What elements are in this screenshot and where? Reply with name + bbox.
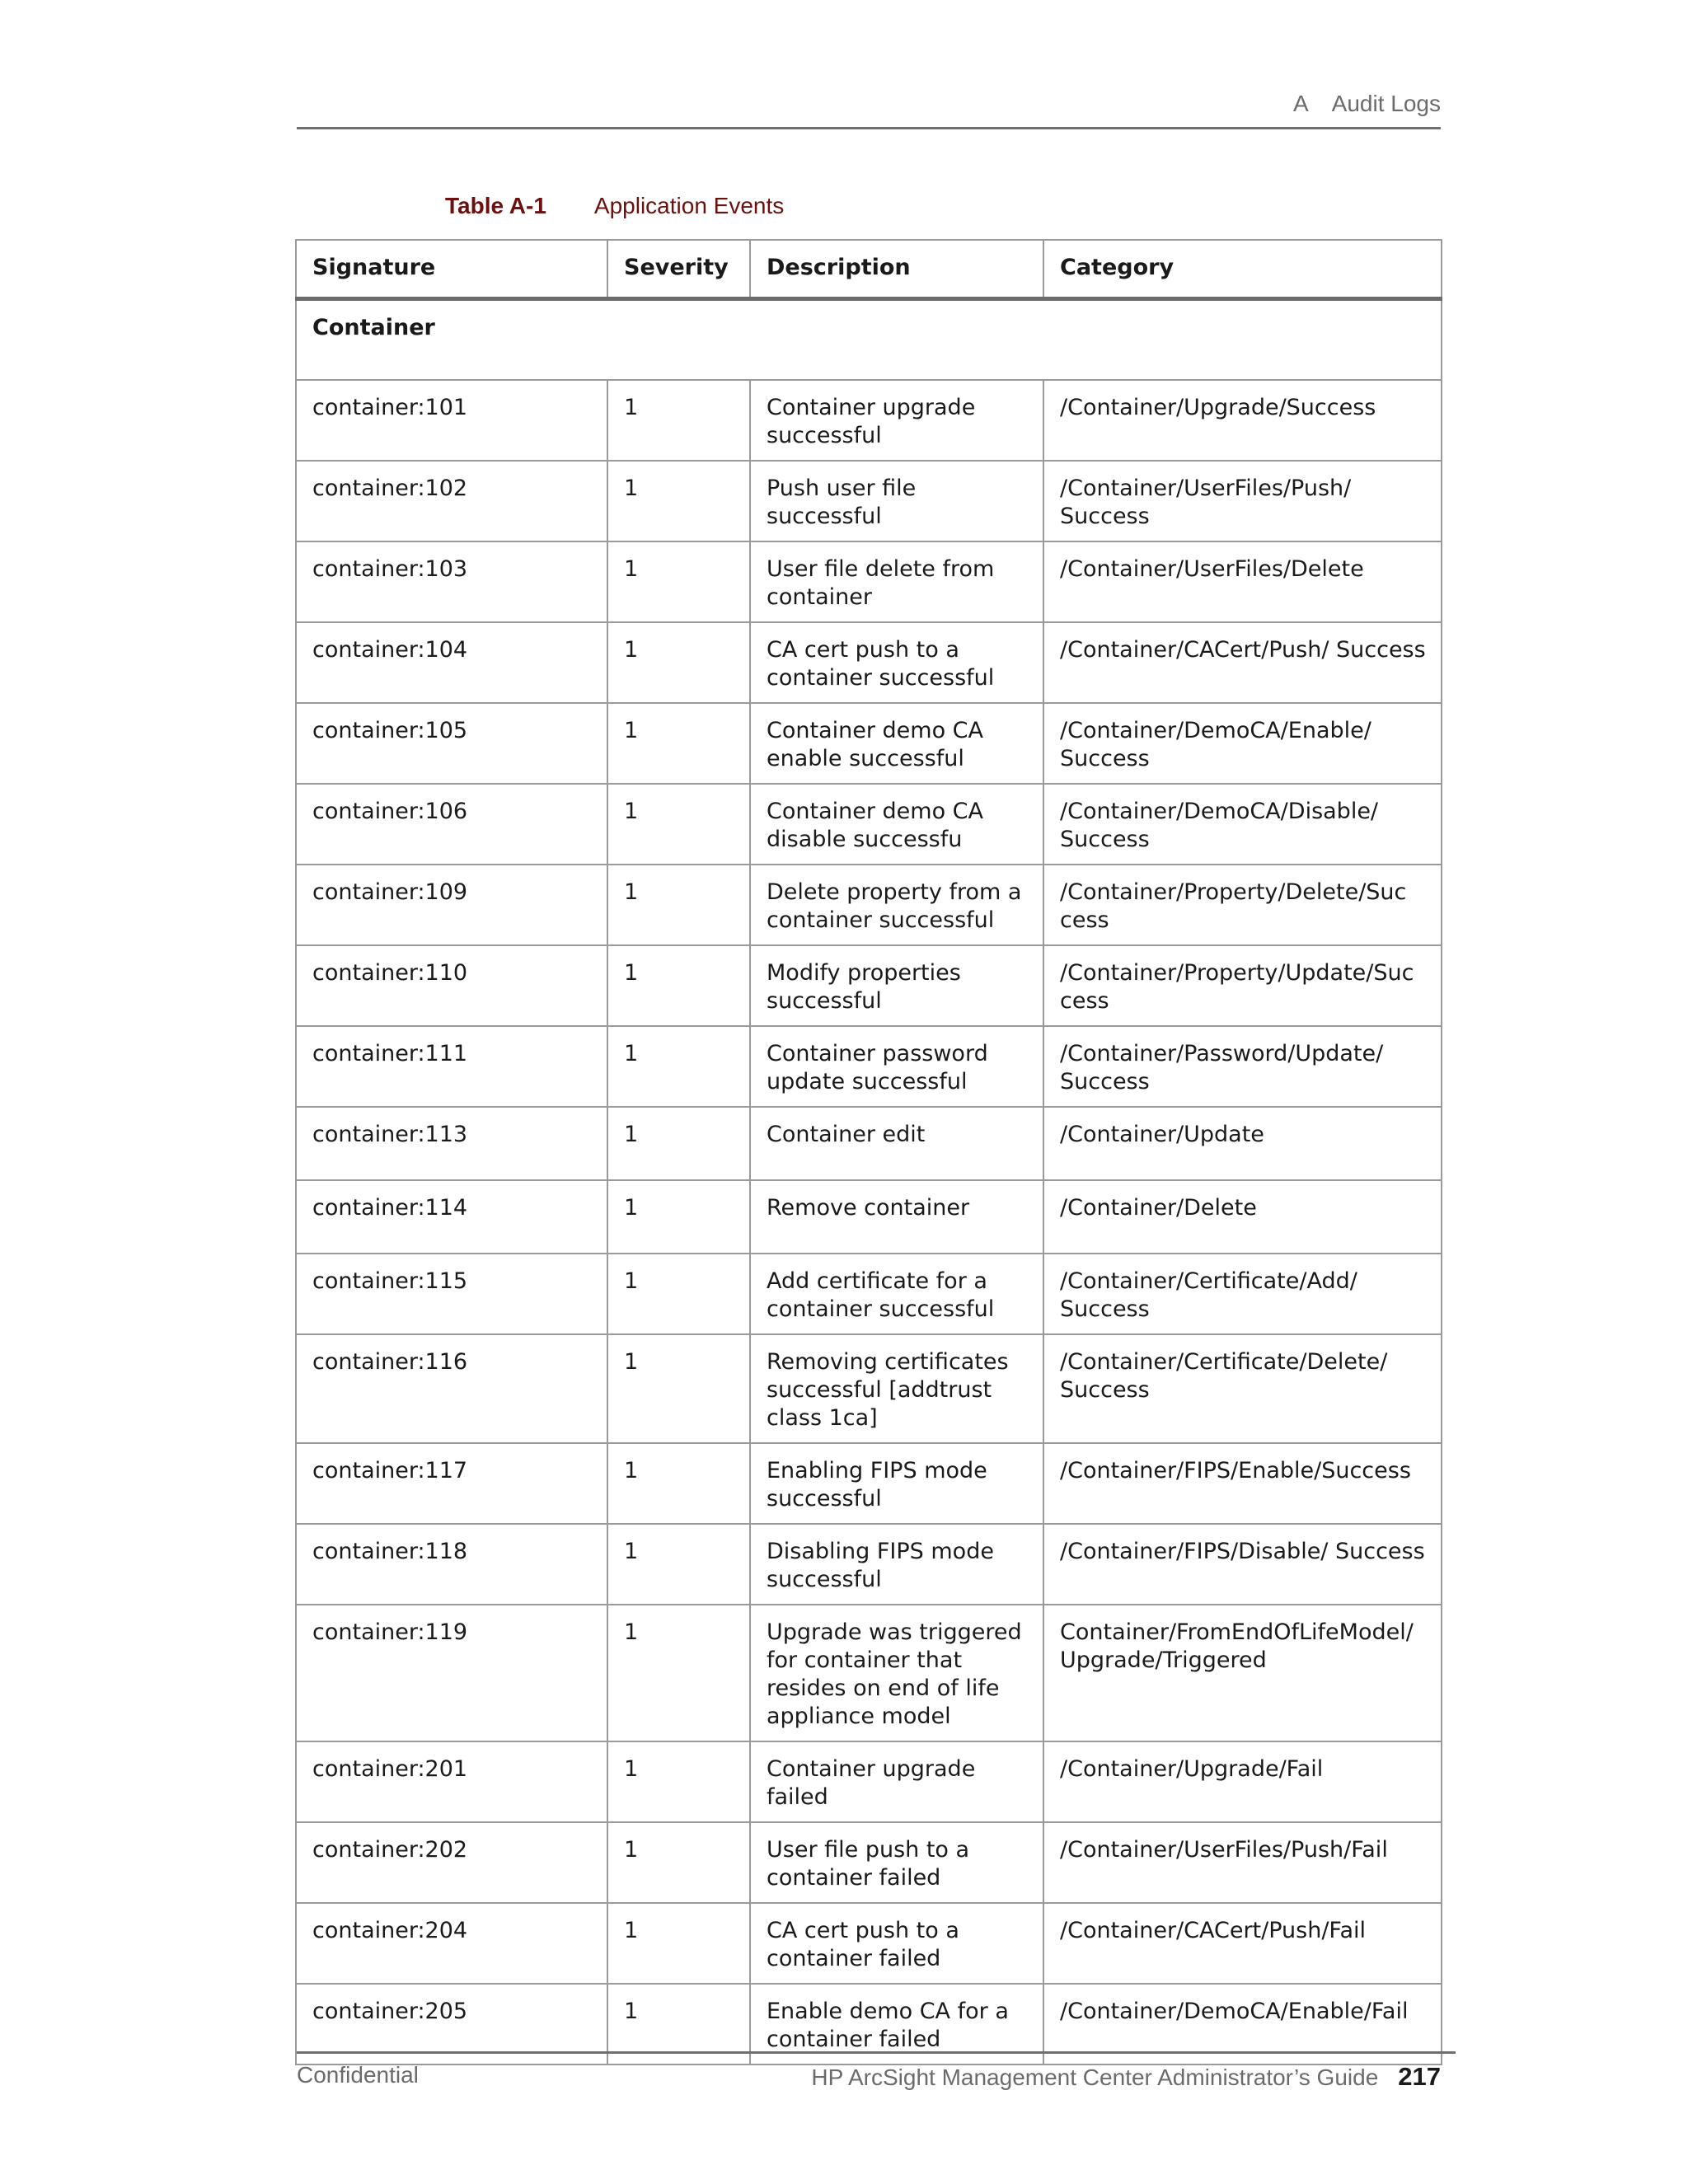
description-cell: Container edit [750,1107,1043,1180]
signature-cell: container:204 [296,1903,607,1984]
signature-cell: container:115 [296,1254,607,1334]
table-row [296,622,1442,703]
category-cell: /Container/Certificate/Delete/ Success [1043,1334,1442,1443]
category-cell: /Container/DemoCA/Enable/Fail [1043,1984,1442,2064]
severity-cell: 1 [607,1334,750,1443]
signature-cell: container:109 [296,865,607,945]
section-row [296,299,1442,381]
severity-cell: 1 [607,380,750,461]
page-number: 217 [1398,2062,1441,2091]
table-row [296,1107,1442,1180]
description-cell: Container upgrade successful [750,380,1043,461]
signature-cell: container:111 [296,1026,607,1107]
category-cell: /Container/Upgrade/Success [1043,380,1442,461]
signature-cell: container:202 [296,1822,607,1903]
table-header-row [296,240,1442,299]
table-row [296,1180,1442,1254]
signature-cell: container:110 [296,945,607,1026]
category-cell: /Container/Password/Update/ Success [1043,1026,1442,1107]
description-cell: CA cert push to a container successful [750,622,1043,703]
signature-cell: container:106 [296,784,607,865]
table-row [296,380,1442,461]
description-cell: Add certificate for a container successful [750,1254,1043,1334]
category-cell: /Container/FIPS/Disable/ Success [1043,1524,1442,1605]
description-cell: User file delete from container [750,541,1043,622]
category-cell: /Container/Update [1043,1107,1442,1180]
severity-cell: 1 [607,622,750,703]
category-cell: /Container/CACert/Push/Fail [1043,1903,1442,1984]
description-cell: Container upgrade failed [750,1741,1043,1822]
description-cell: Disabling FIPS mode successful [750,1524,1043,1605]
category-cell: /Container/Property/Update/Suc cess [1043,945,1442,1026]
description-cell: Enabling FIPS mode successful [750,1443,1043,1524]
table-row [296,1524,1442,1605]
category-cell: /Container/Upgrade/Fail [1043,1741,1442,1822]
description-cell: Container password update successful [750,1026,1043,1107]
table-row [296,1605,1442,1741]
category-cell: /Container/CACert/Push/ Success [1043,622,1442,703]
table-number: Table A-1 [445,193,546,218]
severity-cell: 1 [607,1254,750,1334]
severity-cell: 1 [607,1026,750,1107]
column-header-category: Category [1043,240,1442,299]
table-row [296,1903,1442,1984]
severity-cell: 1 [607,1107,750,1180]
category-cell: /Container/FIPS/Enable/Success [1043,1443,1442,1524]
description-cell: Removing certificates successful [addtrust class 1ca] [750,1334,1043,1443]
signature-cell: container:114 [296,1180,607,1254]
running-header [297,91,1441,129]
signature-cell: container:116 [296,1334,607,1443]
signature-cell: container:104 [296,622,607,703]
description-cell: Upgrade was triggered for container that resides on end of life appliance model [750,1605,1043,1741]
description-cell: Push user file successful [750,461,1043,541]
severity-cell: 1 [607,1903,750,1984]
description-cell: Container demo CA enable successful [750,703,1043,784]
category-cell: /Container/UserFiles/Push/ Success [1043,461,1442,541]
severity-cell: 1 [607,784,750,865]
category-cell: /Container/DemoCA/Enable/ Success [1043,703,1442,784]
description-cell: CA cert push to a container failed [750,1903,1043,1984]
signature-cell: container:119 [296,1605,607,1741]
confidential-label: Confidential [297,2062,419,2088]
severity-cell: 1 [607,541,750,622]
category-cell: /Container/UserFiles/Push/Fail [1043,1822,1442,1903]
signature-cell: container:118 [296,1524,607,1605]
application-events-table [295,239,1442,2065]
category-cell: /Container/DemoCA/Disable/ Success [1043,784,1442,865]
table-row [296,1443,1442,1524]
guide-title: HP ArcSight Management Center Administrator’s Guide [811,2064,1379,2090]
description-cell: Remove container [750,1180,1043,1254]
description-cell: Modify properties successful [750,945,1043,1026]
table-row [296,865,1442,945]
column-header-signature: Signature [296,240,607,299]
description-cell: Container demo CA disable successfu [750,784,1043,865]
description-cell: Enable demo CA for a container failed [750,1984,1043,2064]
category-cell: Container/FromEndOfLifeModel/ Upgrade/Triggered [1043,1605,1442,1741]
signature-cell: container:103 [296,541,607,622]
signature-cell: container:102 [296,461,607,541]
category-cell: /Container/Delete [1043,1180,1442,1254]
severity-cell: 1 [607,461,750,541]
signature-cell: container:201 [296,1741,607,1822]
table-row [296,945,1442,1026]
footer-right [811,2062,1441,2092]
running-footer [297,2051,1456,2091]
signature-cell: container:105 [296,703,607,784]
signature-cell: container:101 [296,380,607,461]
table-row [296,784,1442,865]
table-row [296,1254,1442,1334]
severity-cell: 1 [607,1524,750,1605]
severity-cell: 1 [607,1822,750,1903]
column-header-severity: Severity [607,240,750,299]
severity-cell: 1 [607,1180,750,1254]
category-cell: /Container/Property/Delete/Suc cess [1043,865,1442,945]
category-cell: /Container/Certificate/Add/ Success [1043,1254,1442,1334]
severity-cell: 1 [607,1741,750,1822]
signature-cell: container:113 [296,1107,607,1180]
signature-cell: container:117 [296,1443,607,1524]
signature-cell: container:205 [296,1984,607,2064]
severity-cell: 1 [607,1984,750,2064]
chapter-title: Audit Logs [1331,91,1441,116]
column-header-description: Description [750,240,1043,299]
table-row [296,541,1442,622]
table-row [296,1741,1442,1822]
severity-cell: 1 [607,865,750,945]
table-title: Application Events [593,193,785,218]
table-row [296,703,1442,784]
severity-cell: 1 [607,703,750,784]
description-cell: User file push to a container failed [750,1822,1043,1903]
table-caption [445,193,784,219]
section-title: Container [296,299,1442,381]
chapter-number: A [1292,91,1309,116]
table-row [296,1334,1442,1443]
description-cell: Delete property from a container successful [750,865,1043,945]
table-row [296,1026,1442,1107]
category-cell: /Container/UserFiles/Delete [1043,541,1442,622]
severity-cell: 1 [607,945,750,1026]
table-row [296,461,1442,541]
severity-cell: 1 [607,1605,750,1741]
severity-cell: 1 [607,1443,750,1524]
table-row [296,1822,1442,1903]
